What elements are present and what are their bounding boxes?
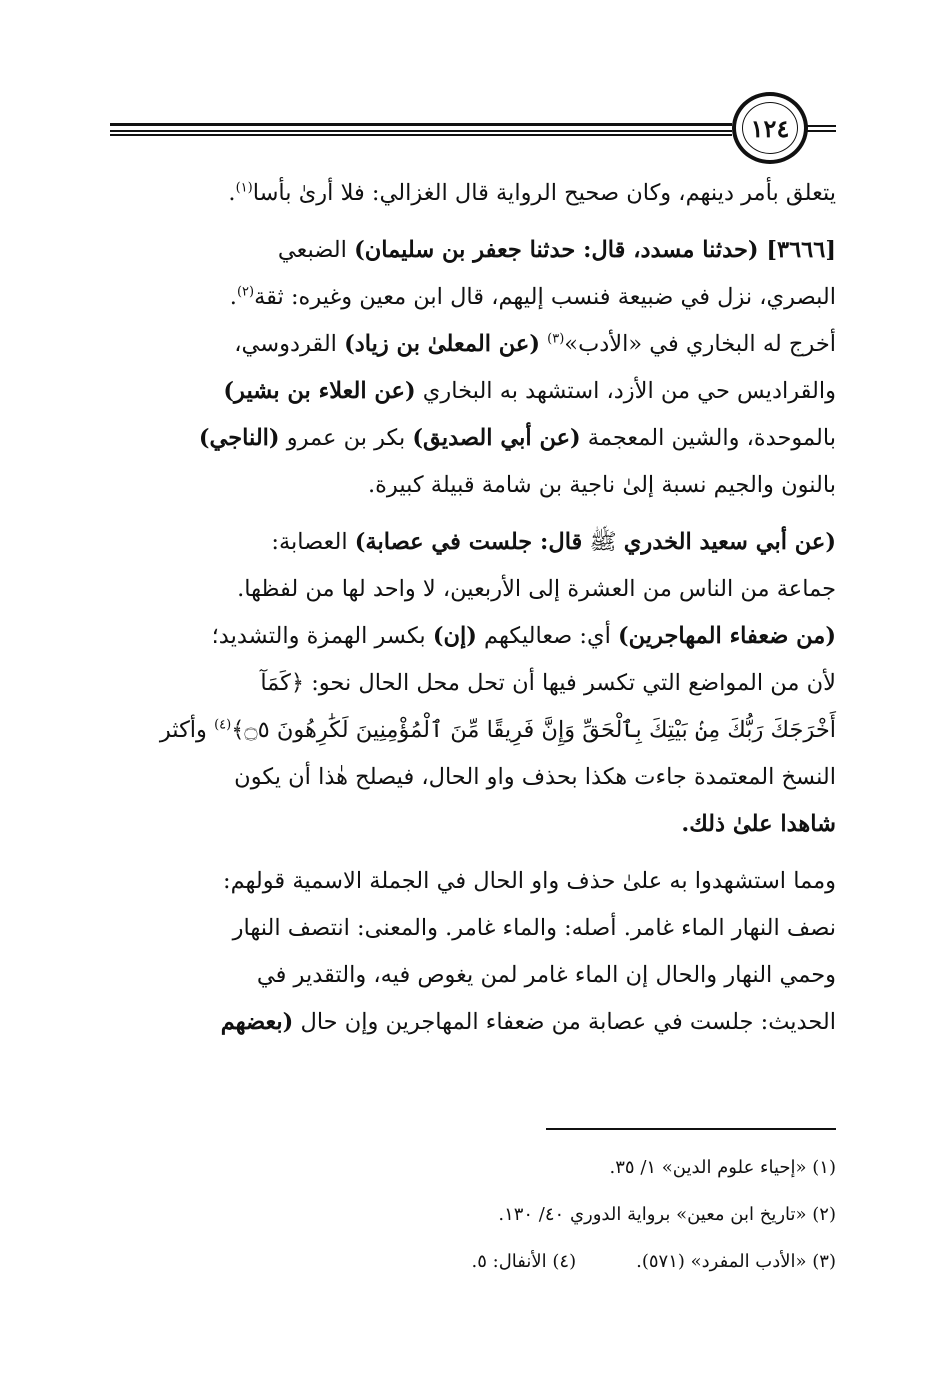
text-segment: أَخْرَجَكَ رَبُّكَ مِنۢ بَيْتِكَ بِٱلْحَقِّ وَإِنَّ فَرِيقًا مِّنَ ٱلْمُؤْمِنِينَ لَكَٰرِهُونَ ۝٥﴾ — [231, 717, 836, 743]
text-segment: الحديث: جلست في عصابة من ضعفاء المهاجرين وإن حال — [293, 1009, 836, 1035]
footnote-marker: (١) — [235, 180, 253, 196]
text-segment: شاهدا علىٰ ذلك. — [681, 811, 836, 837]
text-segment: (إن) — [432, 623, 477, 649]
main-text — [108, 170, 836, 1046]
text-line — [108, 613, 836, 660]
text-segment: وأكثر — [159, 717, 215, 743]
text-line — [108, 462, 836, 509]
text-segment: (الناجي) — [198, 425, 280, 451]
footnote — [108, 1238, 836, 1285]
footnote-text: (١) «إحياء علوم الدين» ١/ ٣٥. — [609, 1157, 836, 1178]
text-segment: (عن أبي الصديق) — [412, 425, 581, 451]
text-segment: وحمي النهار والحال إن الماء غامر لمن يغوص فيه، والتقدير في — [256, 962, 836, 988]
text-line — [108, 170, 836, 217]
text-segment: والقراديس حي من الأزد، استشهد به البخاري — [415, 378, 836, 404]
footnote — [108, 1191, 836, 1238]
page-number-badge — [732, 92, 808, 164]
text-segment: بالنون والجيم نسبة إلىٰ ناجية بن شامة قبيلة كبيرة. — [367, 472, 836, 498]
text-segment: النسخ المعتمدة جاءت هكذا بحذف واو الحال، فيصلح هٰذا أن يكون — [234, 764, 836, 790]
text-line — [108, 227, 836, 274]
text-segment: ﷺ — [582, 529, 624, 555]
text-segment: لأن من المواضع التي تكسر فيها أن تحل محل الحال نحو: ﴿كَمَآ — [260, 670, 836, 696]
text-segment: قال: جلست في عصابة) — [354, 529, 583, 555]
footnote-list — [108, 1144, 836, 1285]
text-line — [108, 952, 836, 999]
footnote-text: (٢) «تاريخ ابن معين» برواية الدوري ٤٠/ ١٣٠. — [498, 1204, 836, 1225]
text-segment: بالموحدة، والشين المعجمة — [580, 425, 836, 451]
text-segment: العصابة: — [271, 529, 355, 555]
header-rule-thin — [110, 130, 732, 132]
page-header — [110, 92, 836, 172]
text-line — [108, 707, 836, 754]
footnotes — [108, 1128, 836, 1285]
text-segment: (عن أبي سعيد الخدري — [623, 529, 836, 555]
text-segment: البصري، نزل في ضبيعة فنسب إليهم، قال ابن معين وغيره: ثقة — [254, 284, 836, 310]
page-number: ١٢٤ — [742, 102, 798, 154]
text-line — [108, 858, 836, 905]
text-segment: جماعة من الناس من العشرة إلى الأربعين، لا واحد لها من لفظها. — [237, 576, 836, 602]
text-line — [108, 519, 836, 566]
text-segment: بكر بن عمرو — [279, 425, 413, 451]
footnote-text: (٣) «الأدب المفرد» (٥٧١). — [636, 1251, 836, 1272]
text-segment: نصف النهار الماء غامر. أصله: والماء غامر. والمعنى: انتصف النهار — [232, 915, 836, 941]
text-segment: ومما استشهدوا به علىٰ حذف واو الحال في الجملة الاسمية قولهم: — [223, 868, 836, 894]
header-rule-thick — [110, 123, 732, 126]
text-segment: . — [228, 180, 236, 206]
text-segment: [٣٦٦٦] (حدثنا مسدد، قال: حدثنا جعفر بن سليمان) — [354, 237, 836, 263]
text-segment: القردوسي، — [234, 331, 345, 357]
text-segment: أخرج له البخاري في «الأدب» — [564, 331, 836, 357]
text-segment: الضبعي — [277, 237, 355, 263]
text-line — [108, 754, 836, 801]
footnote-marker: (٣) — [547, 331, 565, 347]
text-line — [108, 801, 836, 848]
header-rule-thin — [110, 134, 732, 136]
text-segment: (عن المعلىٰ بن زياد) — [344, 331, 540, 357]
text-segment: . — [229, 284, 237, 310]
text-line — [108, 274, 836, 321]
text-line — [108, 415, 836, 462]
text-line — [108, 660, 836, 707]
text-line — [108, 368, 836, 415]
footnote-marker: (٤) — [214, 717, 232, 733]
text-line — [108, 999, 836, 1046]
footnote — [108, 1144, 836, 1191]
text-line — [108, 566, 836, 613]
footnote-marker: (٢) — [236, 284, 255, 300]
footnote-text: (٤) الأنفال: ٥. — [471, 1251, 577, 1272]
text-segment: (عن العلاء بن بشير) — [223, 378, 416, 404]
text-segment: (من ضعفاء المهاجرين) — [618, 623, 836, 649]
text-segment: (بعضهم — [220, 1009, 294, 1035]
text-segment: بكسر الهمزة والتشديد؛ — [211, 623, 433, 649]
text-line — [108, 905, 836, 952]
text-line — [108, 321, 836, 368]
text-segment: يتعلق بأمر دينهم، وكان صحيح الرواية قال الغزالي: فلا أرىٰ بأسا — [252, 180, 836, 206]
header-ornament — [806, 125, 836, 132]
footnote-separator — [546, 1128, 836, 1130]
text-segment: أي: صعاليكهم — [476, 623, 619, 649]
